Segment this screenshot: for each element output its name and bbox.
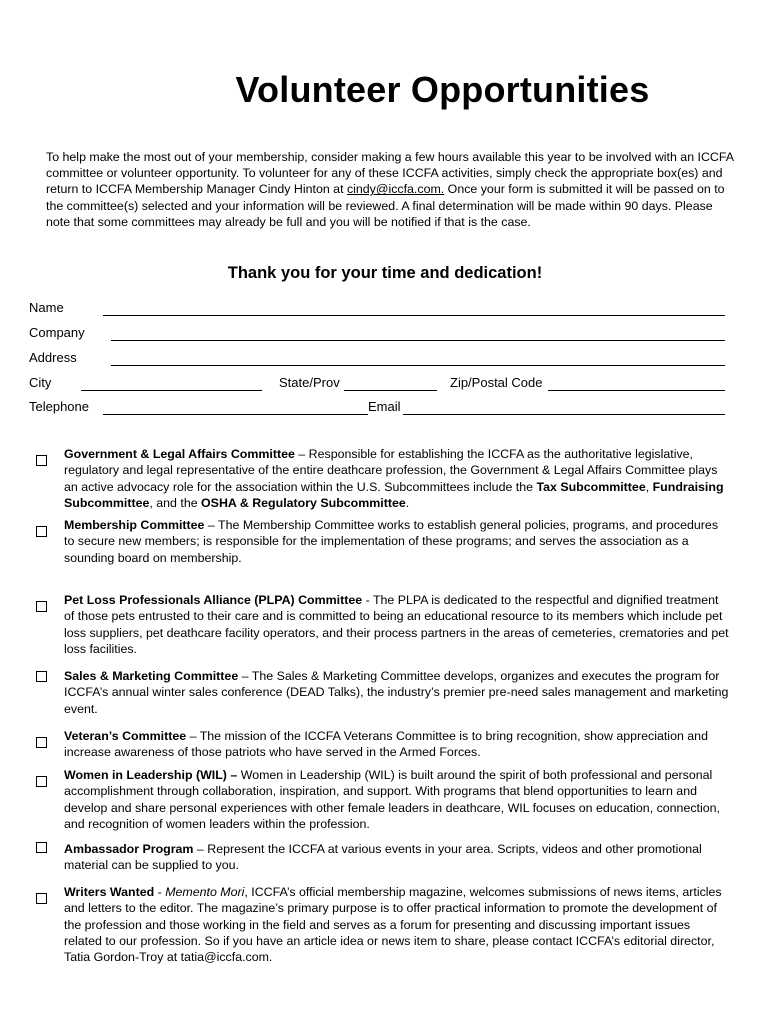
item-separator: –: [294, 447, 309, 461]
intro-text-after: Once your form is submitted it will be passed on to the committee(s) selected and your information will be reviewed. A final determination will be made within 90 days. Please note that some committees may already be full and you will be notified if that is the case.: [46, 182, 725, 229]
item-description: , ICCFA’s official membership magazine, welcomes submissions of news items, articles and letters to the editor. The magazine’s primary purpose is to offer practical information to promote the development of the profession and those working in the field and serves as a forum for presenting and discussing important issues related to our profession. So if you have an article idea or news item to share, please contact ICCFA’s editorial director, Tatia Gordon-Troy at tatia@iccfa.com.: [64, 885, 722, 965]
writers-wanted-item: [64, 884, 730, 965]
item-separator: –: [204, 518, 219, 532]
membership-checkbox[interactable]: [36, 526, 47, 537]
telephone-field-line[interactable]: [103, 414, 368, 415]
writers-wanted-checkbox[interactable]: [36, 893, 47, 904]
government-legal-item: [64, 446, 730, 511]
sales-marketing-item: [64, 668, 730, 717]
item-title: Government & Legal Affairs Committee: [64, 447, 295, 461]
item-title: Pet Loss Professionals Alliance (PLPA) Committee: [64, 593, 363, 607]
item-title: Veteran’s Committee: [64, 729, 187, 743]
name-label: Name: [29, 300, 64, 315]
item-separator: .: [405, 495, 410, 510]
item-separator: , and the: [149, 495, 202, 510]
item-separator: –: [193, 842, 208, 856]
item-separator: –: [238, 669, 252, 683]
women-leadership-item: [64, 767, 730, 832]
ambassador-item: [64, 841, 730, 874]
intro-email-link[interactable]: cindy@iccfa.com.: [346, 182, 445, 197]
government-legal-checkbox[interactable]: [36, 455, 47, 466]
email-label: Email: [368, 399, 401, 414]
item-description: The PLPA is dedicated to the respectful and dignified treatment of those pets entrusted to their care and is committed to being an educational resource to its members which include pet loss suppliers, pet deathcare facility operators, and their process partners in the areas of cemeteries, crematories and pet loss facilities.: [64, 593, 729, 656]
item-separator: -: [154, 885, 166, 899]
item-description: Women in Leadership (WIL) is built around the spirit of both professional and personal accomplishment through collaboration, inspiration, and support. With programs that blend opportunities to learn and develop and share personal experiences with other female leaders in deathcare, WIL focuses on education, connection, and recognition of women leaders within the profession.: [64, 768, 720, 831]
telephone-label: Telephone: [29, 399, 89, 414]
item-title: Women in Leadership (WIL) –: [64, 768, 238, 782]
veterans-item: [64, 728, 730, 761]
intro-text: To help make the most out of your membership, consider making a few hours available this year to be involved with an ICCFA committee or volunteer opportunity. To volunteer for any of these ICCFA activities, simply check the appropriate box(es) and return to ICCFA Membership Manager Cindy Hinton at: [46, 150, 734, 197]
item-title: Sales & Marketing Committee: [64, 669, 239, 683]
item-description: The Sales & Marketing Committee develops, organizes and executes the program for ICCFA’s annual winter sales conference (DEAD Talks), the industry’s premier pre-need sales management and marketing event.: [64, 669, 729, 716]
city-label: City: [29, 375, 52, 390]
osha-subcommittee: OSHA & Regulatory Subcommittee: [201, 495, 406, 510]
plpa-checkbox[interactable]: [36, 601, 47, 612]
veterans-checkbox[interactable]: [36, 737, 47, 748]
page-title: Volunteer Opportunities: [235, 69, 650, 110]
item-title: Ambassador Program: [64, 842, 194, 856]
state-label: State/Prov: [279, 375, 340, 390]
sales-marketing-checkbox[interactable]: [36, 671, 47, 682]
name-field-line[interactable]: [103, 315, 725, 316]
company-label: Company: [29, 325, 85, 340]
zip-field-line[interactable]: [548, 390, 725, 391]
item-title: Writers Wanted: [64, 885, 155, 899]
item-description: The Membership Committee works to establish general policies, programs, and procedures to secure new members; is responsible for the implementation of these programs; and serves the association as a sounding board on membership.: [64, 518, 719, 565]
state-field-line[interactable]: [344, 390, 437, 391]
ambassador-checkbox[interactable]: [36, 842, 47, 853]
tax-subcommittee: Tax Subcommittee: [536, 479, 646, 494]
item-description: Responsible for establishing the ICCFA as the authoritative legislative, regulatory and legal representative of the entire deathcare profession, the Government & Legal Affairs Committee plays an active advocacy role for the association within the U.S. Subcommittees include the: [64, 447, 718, 494]
magazine-title: Memento Mori: [165, 885, 245, 899]
women-leadership-checkbox[interactable]: [36, 776, 47, 787]
address-field-line[interactable]: [111, 365, 725, 366]
plpa-item: [64, 592, 730, 657]
intro-paragraph: [46, 149, 736, 230]
zip-label: Zip/Postal Code: [450, 375, 543, 390]
thank-you-heading: Thank you for your time and dedication!: [227, 264, 543, 282]
item-description: The mission of the ICCFA Veterans Committee is to bring recognition, show appreciation and increase awareness of those patriots who have served in the Armed Forces.: [64, 729, 708, 760]
item-title: Membership Committee: [64, 518, 205, 532]
item-separator: ,: [645, 479, 653, 494]
membership-item: [64, 517, 730, 566]
item-description: Represent the ICCFA at various events in your area. Scripts, videos and other promotional material can be supplied to you.: [64, 842, 702, 873]
item-separator: –: [186, 729, 200, 743]
item-separator: -: [362, 593, 373, 607]
city-field-line[interactable]: [81, 390, 262, 391]
address-label: Address: [29, 350, 77, 365]
email-field-line[interactable]: [403, 414, 725, 415]
company-field-line[interactable]: [111, 340, 725, 341]
fundraising-subcommittee: Fundraising Subcommittee: [64, 479, 724, 510]
